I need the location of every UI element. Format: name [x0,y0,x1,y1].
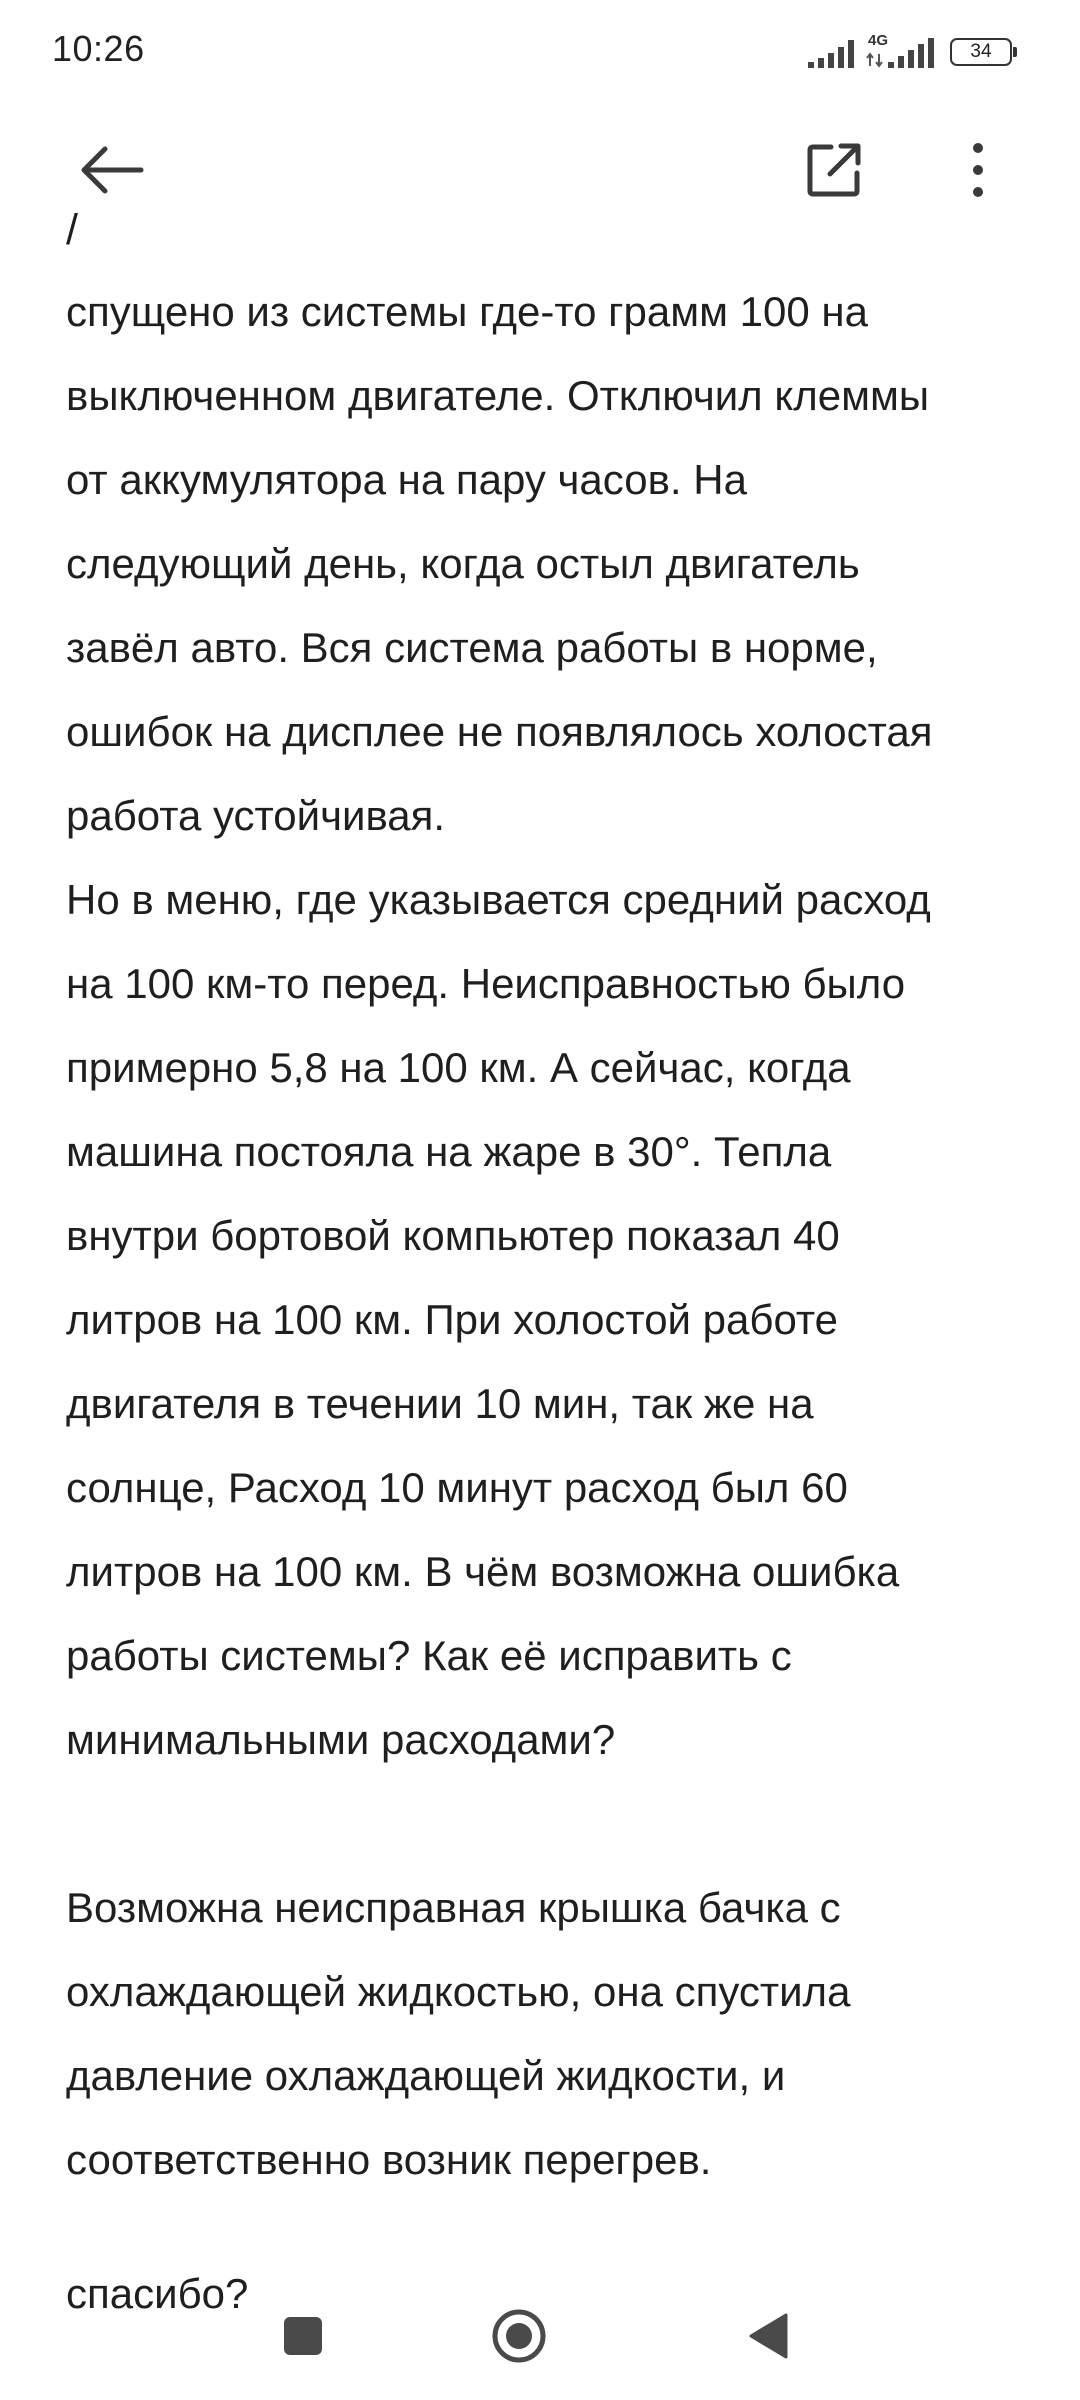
arrow-left-icon [79,145,145,195]
paragraph-3 [66,1866,1026,2202]
battery-level: 34 [970,41,992,62]
text-line: минимальными расходами? [66,1716,616,1763]
recents-button[interactable] [255,2288,351,2384]
text-line: завёл авто. Вся система работы в норме, [66,624,878,671]
text-line: на 100 км-то перед. Неисправностью было [66,960,906,1007]
circle-home-icon [491,2308,547,2364]
text-line: от аккумулятора на пару часов. На [66,456,747,503]
data-arrows-icon [866,52,884,68]
more-vertical-icon [968,140,988,200]
text-line: примерно 5,8 на 100 км. А сейчас, когда [66,1044,851,1091]
text-line: соответственно возник перегрев. [66,2136,712,2183]
message-content [66,206,1026,2317]
signal-icon-2 [888,38,934,68]
text-line: охлаждающей жидкостью, она спустила [66,1968,851,2015]
text-line: следующий день, когда остыл двигатель [66,540,860,587]
status-time: 10:26 [52,28,145,69]
text-line: давление охлаждающей жидкости, и [66,2052,786,2099]
signal-icon [808,38,858,68]
back-button[interactable] [64,122,160,218]
more-options-button[interactable] [930,122,1026,218]
text-line: литров на 100 км. При холостой работе [66,1296,839,1343]
app-bar [0,110,1080,230]
paragraph-2 [66,858,1026,1782]
text-line: выключенном двигателе. Отключил клеммы [66,372,930,419]
text-line: спущено из системы где-то грамм 100 на [66,288,868,335]
text-line: работы системы? Как её исправить с [66,1632,792,1679]
open-external-button[interactable] [786,122,882,218]
text-line: машина постояла на жаре в 30°. Тепла [66,1128,832,1175]
text-line: работа устойчивая. [66,792,446,839]
text-line: литров на 100 км. В чём возможна ошибка [66,1548,900,1595]
system-nav-bar [0,2270,1080,2400]
open-in-new-icon [805,141,863,199]
text-line: Возможна неисправная крышка бачка с [66,1884,841,1931]
text-line: спасибо? [66,2270,249,2317]
battery-indicator [950,38,1012,66]
square-recents-icon [283,2316,323,2356]
clipped-text-line: / [66,206,78,254]
text-line: внутри бортовой компьютер показал 40 [66,1212,840,1259]
network-type-label: 4G [868,32,889,49]
triangle-back-icon [748,2313,788,2359]
text-line: двигателя в течении 10 мин, так же на [66,1380,814,1427]
paragraph-1 [66,270,1026,858]
text-line: солнце, Расход 10 минут расход был 60 [66,1464,848,1511]
nav-back-button[interactable] [720,2288,816,2384]
text-line: ошибок на дисплее не появлялось холостая [66,708,933,755]
text-line: Но в меню, где указывается средний расход [66,876,931,923]
status-bar [0,0,1080,100]
home-button[interactable] [471,2288,567,2384]
